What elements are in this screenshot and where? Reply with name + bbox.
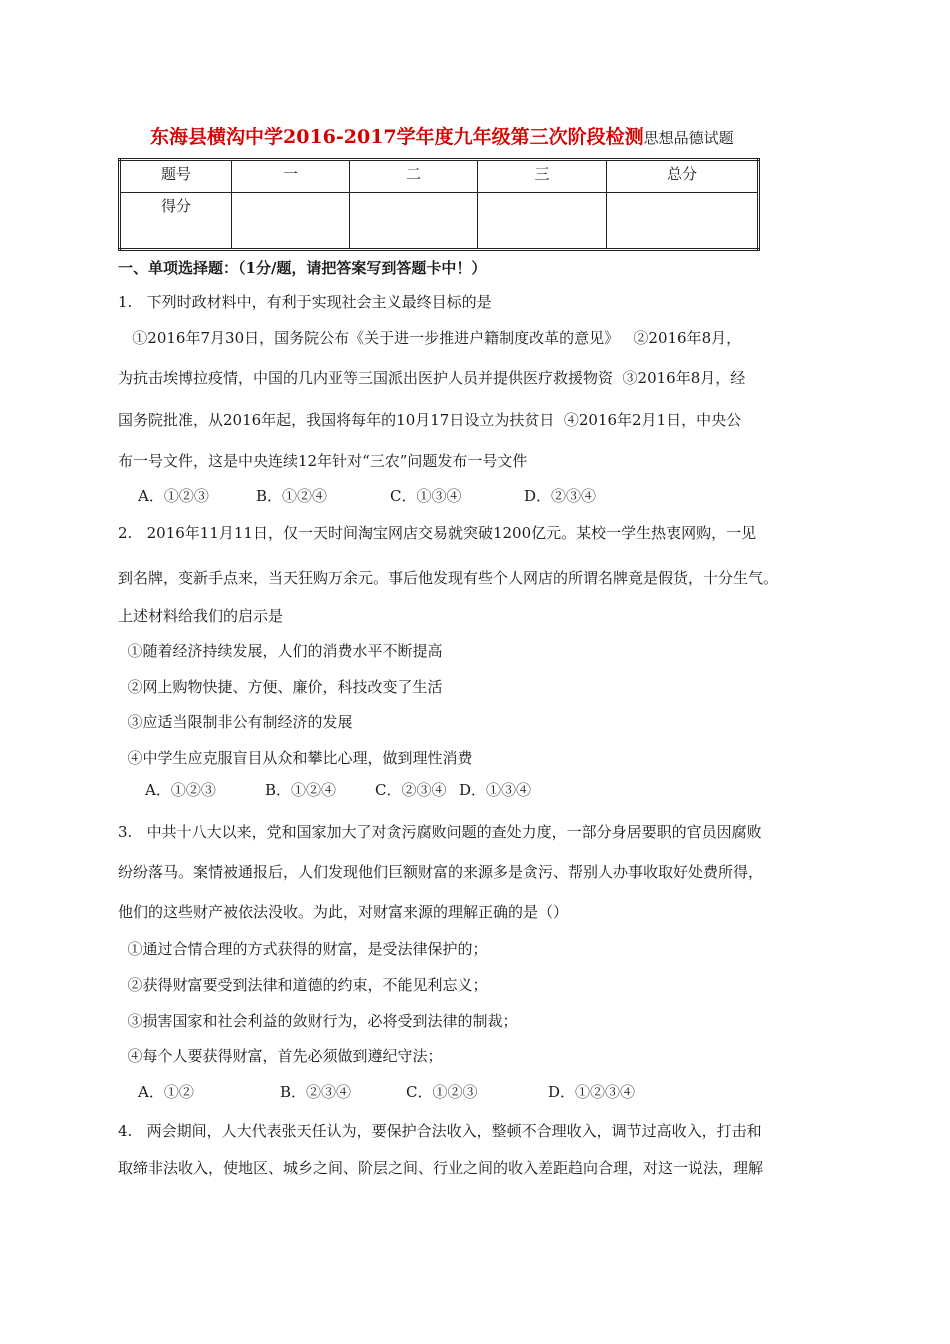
title-subject: 思想品德试题 [643, 129, 734, 147]
score-header-cell: 一 [232, 160, 350, 193]
option-b[interactable]: B．①②④ [265, 781, 337, 799]
question-2-statement: ④中学生应克服盲目从众和攀比心理，做到理性消费 [118, 749, 473, 767]
question-1-text: ①2016年7月30日，国务院公布《关于进一步推进户籍制度改革的意见》 ②2016年8月， [118, 329, 742, 347]
question-3-stem: 3. 中共十八大以来，党和国家加大了对贪污腐败问题的查处力度，一部分身居要职的官员因腐败 [118, 823, 762, 841]
option-b[interactable]: B．①②④ [256, 487, 328, 505]
score-header-cell: 题号 [120, 160, 232, 193]
question-4-stem: 4. 两会期间，人大代表张天任认为，要保护合法收入，整顿不合理收入，调节过高收入，打击和 [118, 1122, 762, 1140]
question-2-text: 到名牌，变新手点来，当天狂购万余元。事后他发现有些个人网店的所谓名牌竟是假货，十分生气。 [118, 569, 779, 587]
title-main: 东海县横沟中学2016-2017学年度九年级第三次阶段检测 [150, 126, 644, 148]
question-1-text: 布一号文件，这是中央连续12年针对“三农”问题发布一号文件 [118, 452, 528, 470]
question-2-statement: ③应适当限制非公有制经济的发展 [118, 713, 353, 731]
score-table-row [120, 193, 759, 250]
option-c[interactable]: C．①③④ [390, 487, 462, 505]
option-a[interactable]: A．①② [138, 1083, 194, 1101]
score-table [118, 158, 760, 251]
option-c[interactable]: C．②③④ [375, 781, 447, 799]
score-cell[interactable] [350, 193, 478, 250]
score-header-cell: 二 [350, 160, 478, 193]
exam-title [150, 122, 890, 149]
option-d[interactable]: D．①③④ [459, 781, 532, 799]
score-table-header-row [120, 160, 759, 193]
question-2-statement: ②网上购物快捷、方便、廉价，科技改变了生活 [118, 678, 443, 696]
question-1-options [138, 486, 596, 506]
score-row-label: 得分 [120, 193, 232, 250]
question-2-stem: 2. 2016年11月11日，仅一天时间淘宝网店交易就突破1200亿元。某校一学生热衷网购，一见 [118, 524, 757, 542]
question-3-statement: ③损害国家和社会利益的敛财行为，必将受到法律的制裁； [118, 1012, 518, 1030]
question-2-options [145, 780, 531, 800]
question-3-statement: ②获得财富要受到法律和道德的约束，不能见利忘义； [118, 976, 488, 994]
option-b[interactable]: B．②③④ [280, 1083, 352, 1101]
section-heading: 一、单项选择题：（1分/题，请把答案写到答题卡中！） [118, 259, 487, 277]
question-4-text: 取缔非法收入，使地区、城乡之间、阶层之间、行业之间的收入差距趋向合理，对这一说法，理解 [118, 1159, 764, 1177]
question-3-statement: ①通过合情合理的方式获得的财富，是受法律保护的； [118, 940, 488, 958]
score-header-cell: 三 [478, 160, 607, 193]
question-1-stem: 1. 下列时政材料中，有利于实现社会主义最终目标的是 [118, 293, 492, 311]
score-cell[interactable] [607, 193, 759, 250]
option-d[interactable]: D．①②③④ [548, 1083, 636, 1101]
option-a[interactable]: A．①②③ [138, 487, 209, 505]
question-3-text: 他们的这些财产被依法没收。为此，对财富来源的理解正确的是（） [118, 903, 569, 921]
question-1-text: 为抗击埃博拉疫情，中国的几内亚等三国派出医护人员并提供医疗救援物资 ③2016年8月，经 [118, 369, 746, 387]
score-cell[interactable] [232, 193, 350, 250]
question-3-text: 纷纷落马。案情被通报后，人们发现他们巨额财富的来源多是贪污、帮别人办事收取好处费所得， [118, 863, 764, 881]
question-2-statement: ①随着经济持续发展，人们的消费水平不断提高 [118, 642, 443, 660]
score-header-cell: 总分 [607, 160, 759, 193]
score-cell[interactable] [478, 193, 607, 250]
option-d[interactable]: D．②③④ [524, 487, 597, 505]
question-2-text: 上述材料给我们的启示是 [118, 607, 284, 625]
question-1-text: 国务院批准，从2016年起，我国将每年的10月17日设立为扶贫日 ④2016年2月1日，中央公 [118, 411, 742, 429]
question-3-statement: ④每个人要获得财富，首先必须做到遵纪守法； [118, 1047, 443, 1065]
question-3-options [138, 1082, 635, 1102]
option-c[interactable]: C．①②③ [406, 1083, 478, 1101]
option-a[interactable]: A．①②③ [145, 781, 216, 799]
